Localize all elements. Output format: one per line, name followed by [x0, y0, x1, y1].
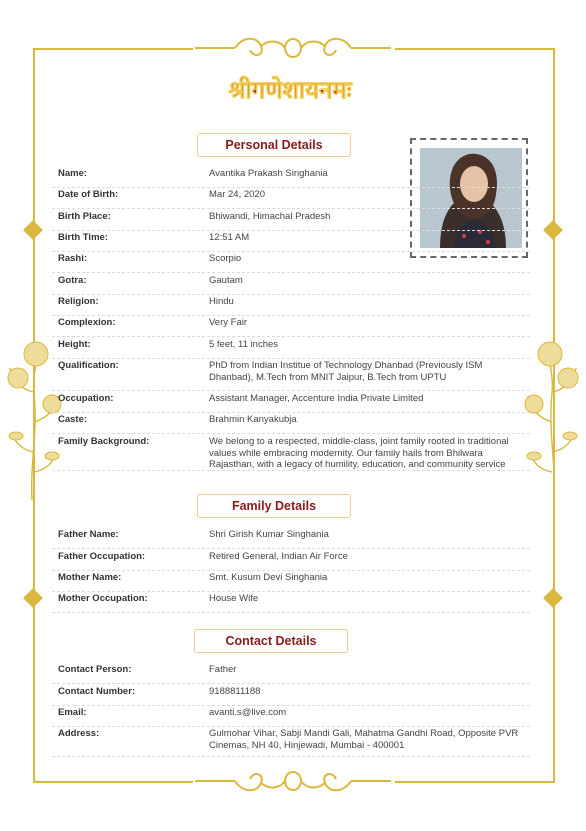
detail-value: Gautam [209, 275, 243, 286]
detail-row [52, 189, 530, 209]
detail-row [52, 317, 530, 337]
detail-row [52, 551, 530, 571]
detail-label: Birth Place: [58, 211, 111, 222]
detail-row [52, 593, 530, 613]
detail-value: Gulmohar Vihar, Sabji Mandi Gali, Mahatma Gandhi Road, Opposite PVR Cinemas, NH 40, Hinjewadi, Mumbai - 400001 [209, 728, 519, 751]
detail-label: Contact Number: [58, 686, 136, 697]
frame-top-border-left [33, 48, 193, 50]
diamond-ornament [23, 220, 43, 240]
detail-value: avanti.s@live.com [209, 707, 287, 718]
detail-label: Father Name: [58, 529, 119, 540]
top-scroll-ornament [195, 36, 391, 62]
detail-label: Complexion: [58, 317, 116, 328]
detail-value: Assistant Manager, Accenture India Private Limited [209, 393, 424, 404]
detail-row [52, 339, 530, 359]
detail-value: Scorpio [209, 253, 242, 264]
section-title-personal: Personal Details [197, 133, 351, 157]
detail-label: Religion: [58, 296, 99, 307]
detail-value: 12:51 AM [209, 232, 250, 243]
detail-label: Email: [58, 707, 87, 718]
detail-row [52, 686, 530, 706]
detail-row [52, 707, 530, 727]
detail-label: Mother Name: [58, 572, 122, 583]
detail-label: Occupation: [58, 393, 114, 404]
detail-row [52, 728, 530, 757]
detail-row [52, 360, 530, 391]
detail-value: We belong to a respected, middle-class, joint family rooted in traditional values while embracing modernity. Our family hails from Bhilwara Rajasthan, with a legacy of humility, education, and community service [209, 436, 509, 470]
diamond-ornament [543, 588, 563, 608]
logo-text: श्रीगणेशायनमः [228, 76, 352, 104]
detail-value: Brahmin Kanyakubja [209, 414, 297, 425]
detail-row [52, 664, 530, 684]
diamond-ornament [543, 220, 563, 240]
detail-row [52, 253, 530, 273]
detail-label: Name: [58, 168, 88, 179]
detail-label: Rashi: [58, 253, 88, 264]
detail-row [52, 436, 530, 471]
detail-label: Father Occupation: [58, 551, 146, 562]
detail-label: Gotra: [58, 275, 87, 286]
diamond-ornament [23, 588, 43, 608]
detail-row [52, 211, 530, 231]
detail-value: Hindu [209, 296, 234, 307]
detail-value: Father [209, 664, 237, 675]
section-title-contact: Contact Details [194, 629, 348, 653]
detail-row [52, 572, 530, 592]
section-title-family: Family Details [197, 494, 351, 518]
frame-bottom-border-left [33, 781, 193, 783]
detail-label: Contact Person: [58, 664, 132, 675]
detail-value: Mar 24, 2020 [209, 189, 265, 200]
detail-value: Bhiwandi, Himachal Pradesh [209, 211, 331, 222]
bottom-scroll-ornament [195, 769, 391, 795]
shri-ganeshaya-namah-logo [210, 62, 370, 118]
detail-label: Family Background: [58, 436, 150, 447]
detail-row [52, 414, 530, 434]
frame-top-border-right [395, 48, 555, 50]
frame-bottom-border-right [395, 781, 555, 783]
detail-label: Address: [58, 728, 100, 739]
detail-value: 5 feet, 11 inches [209, 339, 279, 350]
floral-right-icon [522, 332, 582, 502]
detail-value: 9188811188 [209, 686, 261, 697]
detail-label: Caste: [58, 414, 88, 425]
detail-label: Birth Time: [58, 232, 108, 243]
detail-value: House Wife [209, 593, 259, 604]
detail-value: Smt. Kusum Devi Singhania [209, 572, 328, 583]
detail-label: Qualification: [58, 360, 119, 371]
detail-value: PhD from Indian Institue of Technology Dhanbad (Previously ISM Dhanbad), M.Tech from MNIT Jaipur, B.Tech from UPTU [209, 360, 483, 383]
detail-row [52, 393, 530, 413]
detail-value: Avantika Prakash Singhania [209, 168, 328, 179]
detail-label: Height: [58, 339, 91, 350]
detail-value: Retired General, Indian Air Force [209, 551, 348, 562]
detail-row [52, 168, 530, 188]
detail-value: Very Fair [209, 317, 248, 328]
detail-row [52, 232, 530, 252]
detail-row [52, 529, 530, 549]
detail-value: Shri Girish Kumar Singhania [209, 529, 329, 540]
detail-row [52, 296, 530, 316]
detail-label: Mother Occupation: [58, 593, 148, 604]
detail-row [52, 275, 530, 295]
detail-label: Date of Birth: [58, 189, 119, 200]
